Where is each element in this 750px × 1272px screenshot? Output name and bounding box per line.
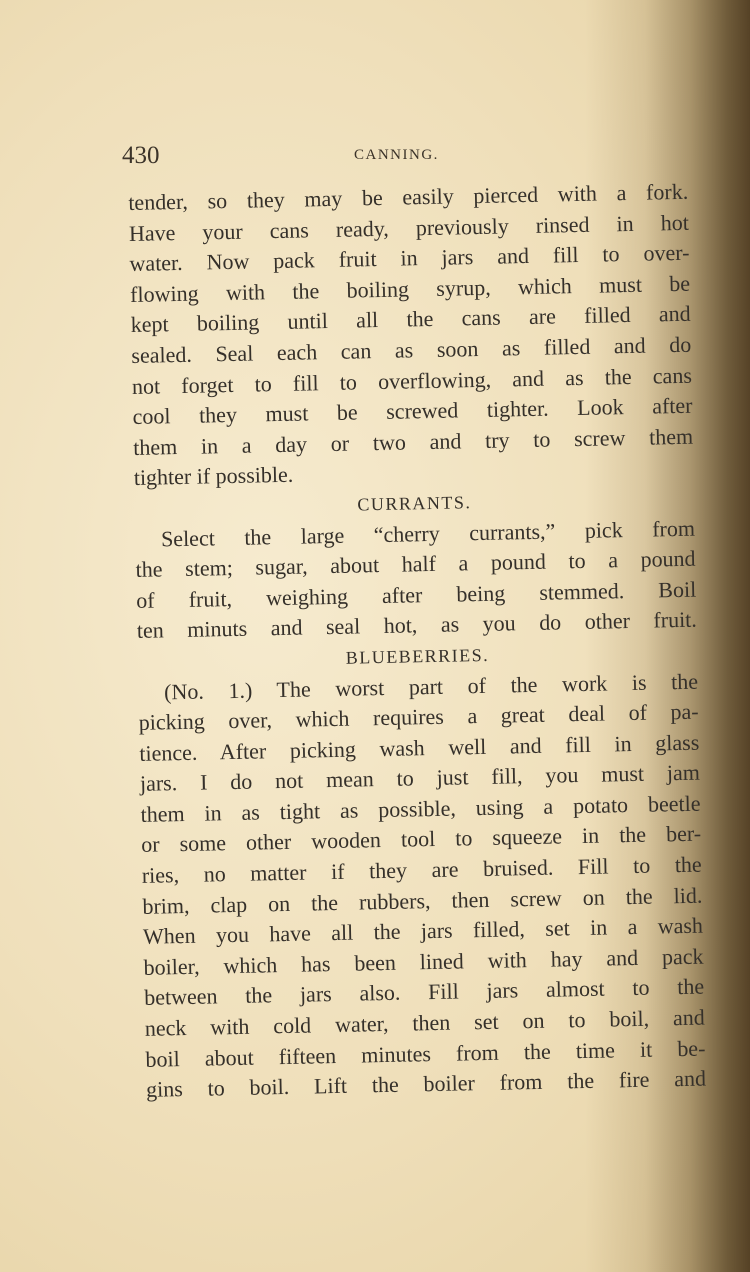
running-head: CANNING. — [354, 147, 439, 163]
text-line: ries, no matter if they are bruised. Fill to the — [141, 851, 702, 888]
text-line: Select the large “cherry currants,” pick from — [160, 515, 696, 551]
text-line: When you have all the jars filled, set in a wash — [142, 912, 704, 950]
text-line: them in as tight as possible, using a potato beetle — [140, 790, 701, 827]
text-line: picking over, which requires a great deal of pa- — [138, 698, 699, 735]
text-line: tighter if possible. — [133, 462, 294, 491]
text-line: boil about fifteen minutes from the time it be- — [145, 1035, 706, 1072]
section-heading-blueberries: BLUEBERRIES. — [345, 644, 490, 668]
text-line: gins to boil. Lift the boiler from the fire and — [145, 1065, 707, 1103]
text-line: Have your cans ready, previously rinsed in hot — [128, 209, 690, 246]
text-line: them in a day or two and try to screw them — [132, 423, 694, 460]
text-line: kept boiling until all the cans are filled and — [130, 301, 691, 338]
text-line: cool they must be screwed tighter. Look after — [132, 392, 693, 430]
text-line: tience. After picking wash well and fill in glass — [139, 729, 700, 766]
page-header — [122, 142, 682, 182]
text-line: flowing with the boiling syrup, which must be — [129, 270, 691, 307]
text-line: the stem; sugar, about half a pound to a pound — [135, 545, 696, 583]
section-heading-currants: CURRANTS. — [357, 492, 472, 515]
text-line: boiler, which has been lined with hay and pack — [143, 943, 704, 980]
text-line: water. Now pack fruit in jars and fill to over- — [129, 239, 690, 277]
text-line: sealed. Seal each can as soon as filled and do — [131, 331, 692, 368]
text-line: of fruit, weighing after being stemmed. Boil — [136, 576, 697, 613]
page-number: 430 — [122, 142, 160, 169]
text-line: not forget to fill to overflowing, and as the cans — [131, 362, 693, 399]
text-line: tender, so they may be easily pierced with a fork. — [128, 178, 689, 215]
text-line: neck with cold water, then set on to boil, and — [144, 1004, 706, 1041]
text-line: ten minuts and seal hot, as you do other fruit. — [136, 606, 698, 644]
text-line: (No. 1.) The worst part of the work is the — [163, 668, 699, 704]
text-line: brim, clap on the rubbers, then screw on the lid. — [142, 882, 703, 919]
body-text — [128, 177, 706, 1106]
text-line: between the jars also. Fill jars almost to the — [144, 974, 705, 1011]
text-line: or some other wooden tool to squeeze in the ber- — [140, 821, 702, 858]
text-line: jars. I do not mean to just fill, you must jam — [139, 759, 701, 797]
